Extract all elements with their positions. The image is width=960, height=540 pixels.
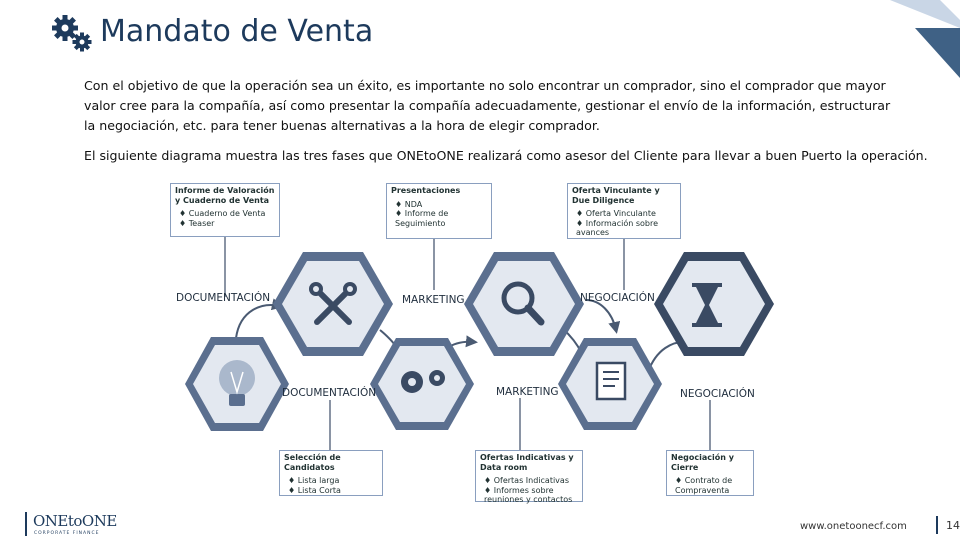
logo-text: ONEtoONE	[33, 512, 117, 530]
hex-search	[464, 252, 584, 356]
label-documentation-top: DOCUMENTACIÓN	[176, 292, 271, 304]
label-negotiation-top: NEGOCIACIÓN	[580, 292, 655, 304]
logo-subtext: CORPORATE FINANCE	[34, 531, 100, 536]
label-marketing-top: MARKETING	[402, 294, 465, 306]
footer-url[interactable]: www.onetoonecf.com	[800, 521, 907, 532]
label-documentation-bottom: DOCUMENTACIÓN	[282, 387, 377, 399]
box-heading: Selección de Candidatos	[284, 453, 341, 472]
box-bullet: ♦ Cuaderno de Venta	[179, 209, 266, 218]
page-number: 14	[946, 519, 960, 532]
footer-divider	[936, 516, 938, 534]
page-title: Mandato de Venta	[100, 14, 374, 49]
box-heading: Oferta Vinculante y Due Diligence	[572, 186, 660, 205]
box-heading: Presentaciones	[391, 186, 461, 195]
label-marketing-bottom: MARKETING	[496, 386, 559, 398]
hex-lightbulb	[185, 337, 289, 431]
box-bullet: ♦ Contrato de Compraventa	[675, 476, 733, 495]
hex-tools	[273, 252, 393, 356]
box-heading: Ofertas Indicativas y Data room	[480, 453, 574, 472]
info-box-indicative-offers	[475, 450, 583, 502]
info-box-valuation	[170, 183, 280, 237]
intro-paragraph: Con el objetivo de que la operación sea un éxito, es importante no solo encontrar un comprador, sino el comprador que mayor valor cree para la compañía, así como presentar la compañía adecuadamente, gestionar el envío de la información, estructurar la negociación, etc. para tener buenas alternativas a la hora de elegir comprador.	[84, 78, 891, 133]
box-bullet: ♦ Informe de Seguimiento	[395, 209, 449, 228]
diagram-description: El siguiente diagrama muestra las tres fases que ONEtoONE realizará como asesor del Cliente para llevar a buen Puerto la operación.	[84, 148, 928, 163]
box-bullet: ♦ Oferta Vinculante	[576, 209, 656, 218]
hex-gears	[370, 338, 474, 430]
hex-hourglass	[654, 252, 774, 356]
box-bullet: ♦ Lista larga	[288, 476, 340, 485]
box-bullet: ♦ NDA	[395, 199, 423, 209]
box-bullet: ♦ Teaser	[179, 218, 215, 228]
box-bullet: ♦ Ofertas Indicativas	[484, 476, 569, 485]
info-box-closing	[666, 450, 754, 496]
box-heading: Negociación y Cierre	[671, 453, 734, 472]
document-icon	[597, 363, 625, 399]
box-bullet: ♦ Información sobre avances	[576, 218, 659, 237]
label-negotiation-bottom: NEGOCIACIÓN	[680, 388, 755, 400]
box-heading: Informe de Valoración y Cuaderno de Venta	[175, 186, 275, 205]
info-box-presentations	[386, 183, 492, 239]
box-bullet: ♦ Informes sobre reuniones y contactos	[484, 485, 573, 504]
company-logo	[25, 510, 145, 540]
hex-document	[558, 338, 662, 430]
info-box-candidates	[279, 450, 383, 496]
box-bullet: ♦ Lista Corta	[288, 485, 341, 495]
info-box-binding-offer	[567, 183, 681, 239]
